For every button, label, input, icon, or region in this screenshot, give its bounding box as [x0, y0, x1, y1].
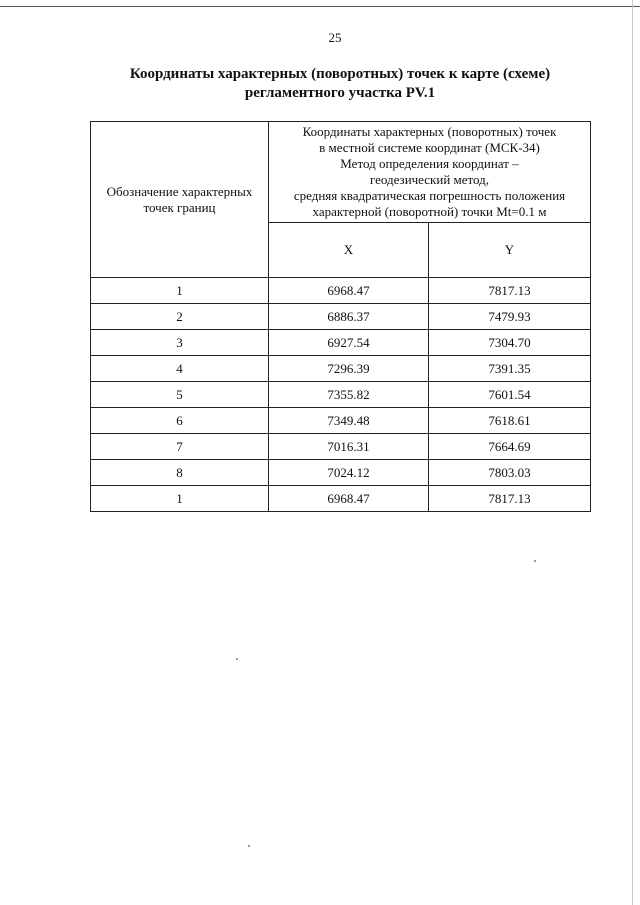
table-row	[91, 434, 591, 460]
y-cell: 7601.54	[429, 382, 591, 408]
point-designation-header	[91, 122, 269, 278]
coordinates-header	[269, 122, 591, 223]
coords-header-line: характерной (поворотной) точки Mt=0.1 м	[312, 204, 547, 219]
x-cell: 6968.47	[269, 486, 429, 512]
x-cell: 7024.12	[269, 460, 429, 486]
table-row	[91, 408, 591, 434]
coordinates-table	[90, 121, 591, 512]
y-cell: 7817.13	[429, 486, 591, 512]
x-cell: 6886.37	[269, 304, 429, 330]
point-cell: 2	[91, 304, 269, 330]
scan-top-border	[0, 6, 640, 7]
y-cell: 7803.03	[429, 460, 591, 486]
point-header-line: точек границ	[143, 199, 216, 215]
table-row	[91, 278, 591, 304]
x-cell: 7016.31	[269, 434, 429, 460]
point-cell: 8	[91, 460, 269, 486]
coords-header-line: геодезический метод,	[369, 172, 490, 187]
y-cell: 7817.13	[429, 278, 591, 304]
x-cell: 7296.39	[269, 356, 429, 382]
coords-header-line: Координаты характерных (поворотных) точек	[302, 124, 557, 139]
x-cell: 7349.48	[269, 408, 429, 434]
y-cell: 7391.35	[429, 356, 591, 382]
table-row	[91, 304, 591, 330]
table-row	[91, 382, 591, 408]
y-cell: 7479.93	[429, 304, 591, 330]
table-row	[91, 460, 591, 486]
point-cell: 5	[91, 382, 269, 408]
point-cell: 4	[91, 356, 269, 382]
x-cell: 7355.82	[269, 382, 429, 408]
coords-header-line: в местной системе координат (МСК-34)	[319, 140, 540, 155]
table-row	[91, 486, 591, 512]
table-row	[91, 330, 591, 356]
x-column-header: X	[269, 223, 429, 278]
title-line-2: регламентного участка PV.1	[244, 85, 436, 101]
point-cell: 1	[91, 278, 269, 304]
y-cell: 7664.69	[429, 434, 591, 460]
y-column-header: Y	[429, 223, 591, 278]
coords-header-line: Метод определения координат –	[340, 156, 519, 171]
page-number: 25	[328, 30, 342, 45]
table-header-row	[91, 122, 591, 223]
x-cell: 6968.47	[269, 278, 429, 304]
point-header-line: Обозначение характерных	[106, 183, 253, 199]
point-cell: 7	[91, 434, 269, 460]
point-cell: 3	[91, 330, 269, 356]
x-cell: 6927.54	[269, 330, 429, 356]
document-title	[120, 65, 560, 103]
scan-right-border	[632, 0, 633, 905]
point-cell: 6	[91, 408, 269, 434]
title-line-1: Координаты характерных (поворотных) точек к карте (схеме)	[129, 66, 551, 82]
scan-speck	[534, 560, 536, 562]
scan-speck	[236, 658, 238, 660]
coords-header-line: средняя квадратическая погрешность положения	[293, 188, 566, 203]
scan-speck	[248, 845, 250, 847]
table-row	[91, 356, 591, 382]
y-cell: 7304.70	[429, 330, 591, 356]
y-cell: 7618.61	[429, 408, 591, 434]
point-cell: 1	[91, 486, 269, 512]
